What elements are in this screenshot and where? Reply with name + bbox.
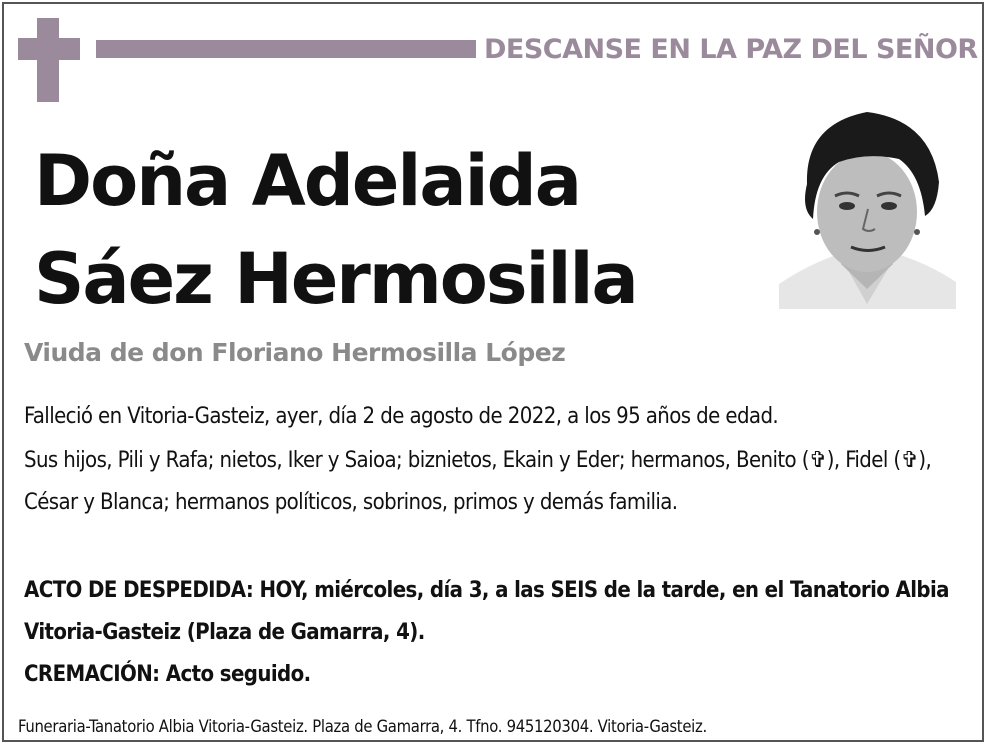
portrait-photo <box>779 104 956 309</box>
family-text-1: Sus hijos, Pili y Rafa; nietos, Iker y Saioa; biznietos, Ekain y Eder; hermanos, Benito ( <box>24 448 809 473</box>
family-text-3: ), César y Blanca; hermanos políticos, sobrinos, primos y demás familia. <box>24 448 932 515</box>
cross-icon <box>37 18 59 102</box>
header-rule <box>96 40 476 58</box>
family-text-2: ), Fidel ( <box>826 448 901 473</box>
funeral-home-footer: Funeraria-Tanatorio Albia Vitoria-Gasteiz. Plaza de Gamarra, 4. Tfno. 945120304. Vitoria-Gasteiz. <box>18 717 707 736</box>
deceased-name <box>34 132 754 328</box>
cross-icon-small: ✞ <box>900 448 919 473</box>
cross-icon-small: ✞ <box>808 448 827 473</box>
cremation-note: CREMACIÓN: Acto seguido. <box>24 662 311 687</box>
name-line-1: Doña Adelaida <box>34 140 580 222</box>
cross-icon-bar <box>18 38 80 60</box>
family-list <box>24 440 964 524</box>
header-title: DESCANSE EN LA PAZ DEL SEÑOR <box>484 34 978 65</box>
widow-of-line: Viuda de don Floriano Hermosilla López <box>24 338 566 367</box>
name-line-2: Sáez Hermosilla <box>34 238 637 320</box>
death-announcement: Falleció en Vitoria-Gasteiz, ayer, día 2 de agosto de 2022, a los 95 años de edad. <box>24 404 779 429</box>
farewell-act: ACTO DE DESPEDIDA: HOY, miércoles, día 3, a las SEIS de la tarde, en el Tanatorio Albia Vitoria-Gasteiz (Plaza de Gamarra, 4). <box>24 578 949 645</box>
